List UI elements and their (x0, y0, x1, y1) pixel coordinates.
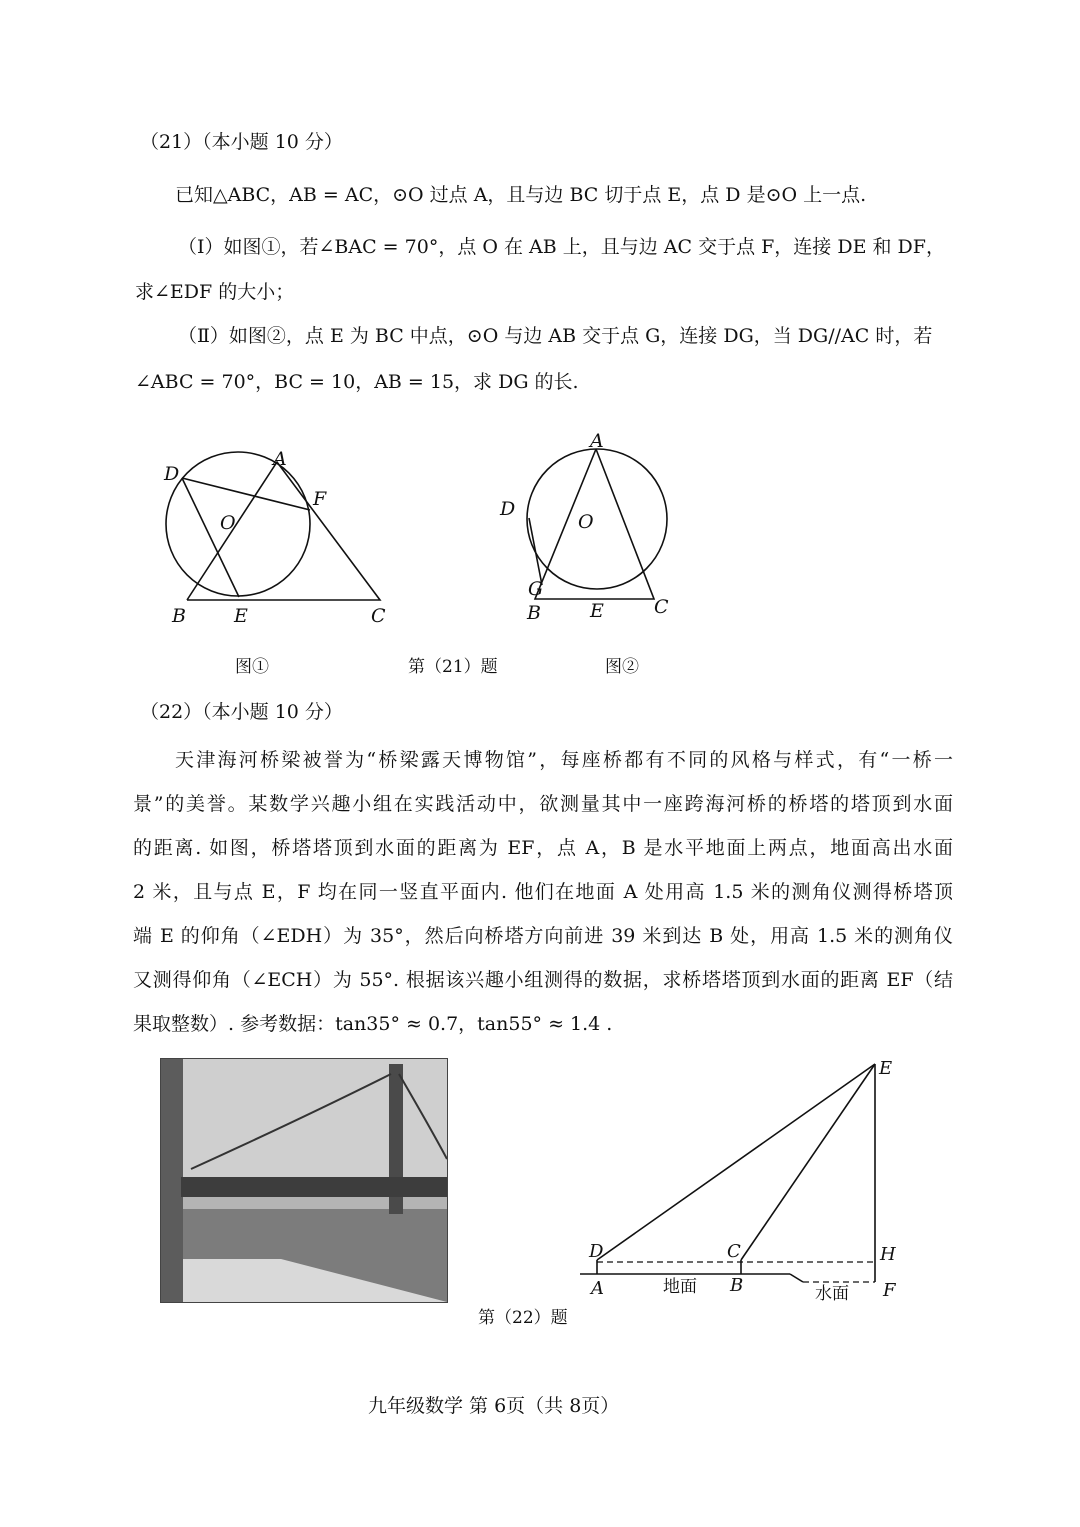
fig2-label-a: A (590, 430, 604, 452)
q22-line: 天津海河桥梁被誉为“桥梁露天博物馆”，每座桥都有不同的风格与样式，有“一桥一 (175, 749, 953, 771)
q22-line: 端 E 的仰角（∠EDH）为 35°，然后向桥塔方向前进 39 米到达 B 处，用高 1.5 米的测角仪 (133, 925, 953, 947)
fig1-label-d: D (164, 463, 180, 485)
label-water: 水面 (815, 1284, 849, 1302)
q21-heading: （21）（本小题 10 分） (140, 131, 343, 153)
q22-line: 的距离. 如图，桥塔塔顶到水面的距离为 EF，点 A，B 是水平地面上两点，地面高出水面 (133, 837, 953, 859)
bridge-photo-drawing (161, 1059, 447, 1302)
q22-figure-caption: 第（22）题 (478, 1308, 568, 1328)
fig1-circle (166, 452, 310, 596)
label-ground: 地面 (663, 1277, 697, 1297)
q21-figure-caption: 第（21）题 (408, 657, 498, 677)
q21-part1-line2: 求∠EDF 的大小； (135, 281, 295, 303)
q21-part1-line1: （Ⅰ）如图①，若∠BAC = 70°，点 O 在 AB 上，且与边 AC 交于点 F，连接 DE 和 DF， (178, 236, 945, 258)
q22-line: 果取整数）. 参考数据：tan35° ≈ 0.7，tan55° ≈ 1.4 . (133, 1013, 613, 1035)
fig1-label-f: F (313, 488, 327, 510)
label-c: C (727, 1241, 741, 1262)
fig2-line-dg (529, 518, 542, 585)
label-b: B (730, 1275, 744, 1296)
label-e: E (879, 1058, 893, 1079)
label-a: A (591, 1278, 604, 1299)
fig2-label-c: C (654, 596, 669, 618)
fig1-label-c: C (371, 605, 386, 627)
fig1-label-a: A (273, 448, 287, 470)
fig1-line-df (182, 478, 310, 510)
fig1-caption: 图① (235, 657, 269, 677)
fig2-label-g: G (528, 578, 544, 600)
bridge-photo (160, 1058, 448, 1303)
page-footer: 九年级数学 第 6页（共 8页） (368, 1395, 620, 1417)
q22-diagram (575, 1052, 910, 1302)
label-h: H (880, 1244, 896, 1265)
label-d: D (589, 1241, 604, 1262)
q22-line: 又测得仰角（∠ECH）为 55°. 根据该兴趣小组测得的数据，求桥塔塔顶到水面的距离 EF（结 (133, 969, 953, 991)
bank-line (790, 1274, 803, 1282)
q21-part2-line1: （Ⅱ）如图②，点 E 为 BC 中点，⊙O 与边 AB 交于点 G，连接 DG，当 DG//AC 时，若 (178, 325, 933, 347)
q22-line: 景”的美誉。某数学兴趣小组在实践活动中，欲测量其中一座跨海河桥的桥塔的塔顶到水面 (133, 793, 953, 815)
q22-line: 2 米，且与点 E，F 均在同一竖直平面内. 他们在地面 A 处用高 1.5 米的测角仪测得桥塔顶 (133, 881, 953, 903)
sight-line-de (597, 1064, 875, 1260)
fig2-label-b: B (527, 602, 541, 624)
fig2-label-e: E (590, 600, 604, 622)
q21-part2-line2: ∠ABC = 70°，BC = 10，AB = 15，求 DG 的长. (135, 371, 579, 393)
fig2-label-o: O (578, 511, 594, 533)
fig1-label-e: E (234, 605, 248, 627)
fig1-label-o: O (220, 512, 236, 534)
fig2-caption: 图② (605, 657, 639, 677)
fig1-label-b: B (172, 605, 186, 627)
q21-figure-1 (150, 440, 410, 630)
q22-body (133, 738, 953, 1046)
q22-heading: （22）（本小题 10 分） (140, 701, 343, 723)
fig2-label-d: D (500, 498, 516, 520)
label-f: F (883, 1280, 896, 1301)
sight-line-ce (741, 1064, 875, 1260)
q21-intro: 已知△ABC，AB = AC，⊙O 过点 A，且与边 BC 切于点 E，点 D 是⊙O 上一点. (175, 184, 867, 206)
q21-figure-2 (490, 425, 690, 630)
